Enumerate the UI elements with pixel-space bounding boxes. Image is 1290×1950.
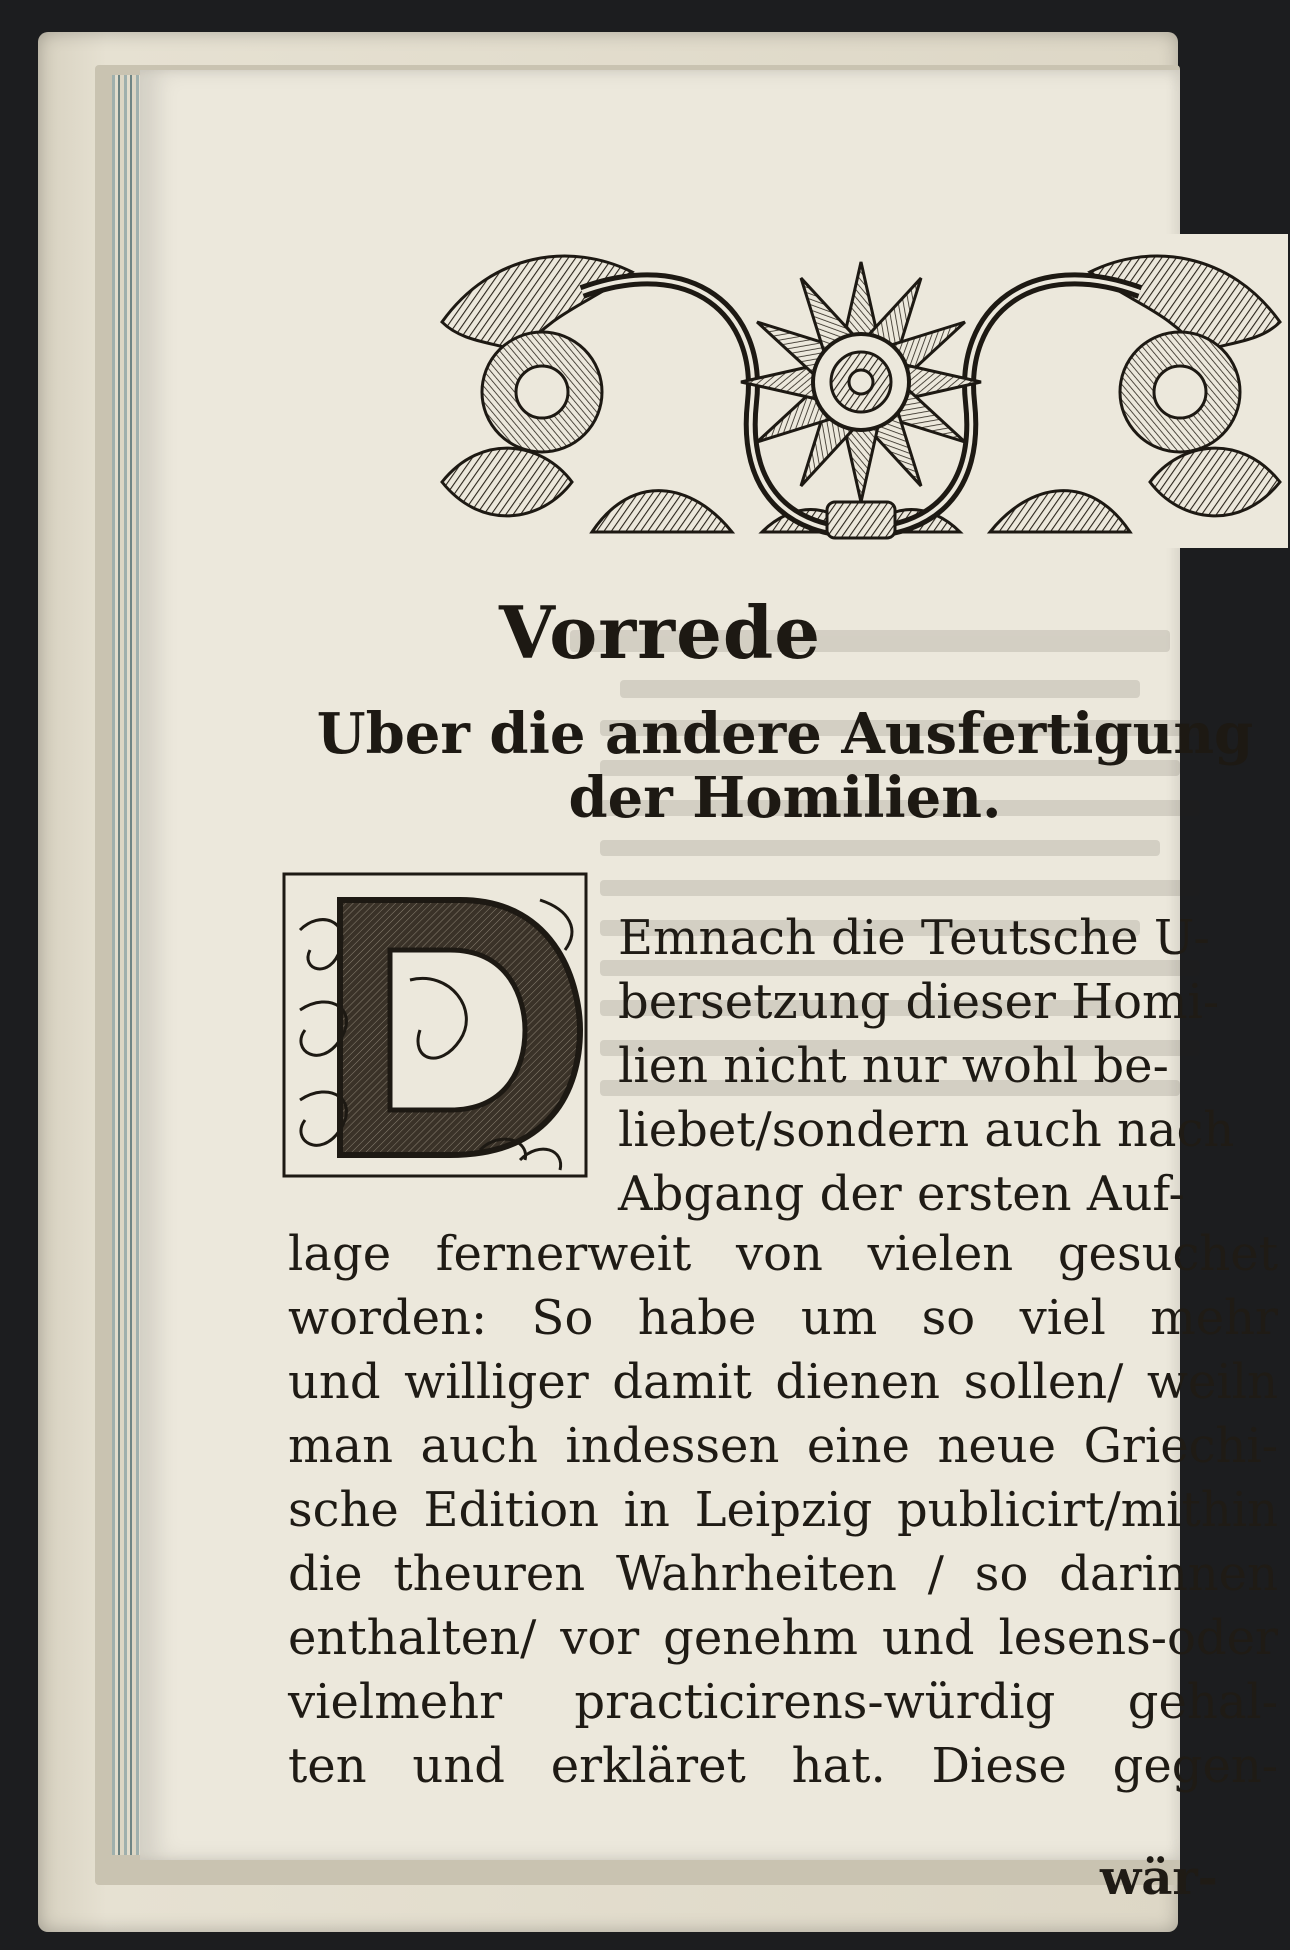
subtitle-line: der Homilien. [568, 765, 1002, 831]
text-line: sche Edition in Leipzig publicirt/mithin [288, 1482, 1278, 1538]
text-line: bersetzung dieser Homi- [618, 974, 1220, 1030]
text-line: worden: So habe um so viel mehr [288, 1290, 1278, 1346]
decorated-initial-icon [280, 870, 590, 1180]
text-line: die theuren Wahrheiten / so darinnen [288, 1546, 1278, 1602]
book-page [140, 70, 1278, 1906]
text-line: Abgang der ersten Auf- [618, 1166, 1185, 1222]
subtitle-line: Uber die andere Ausfertigung [316, 701, 1254, 767]
text-line: und williger damit dienen sollen/ weiln [288, 1354, 1278, 1410]
text-line: man auch indessen eine neue Griechi- [288, 1418, 1278, 1474]
text-line: vielmehr practicirens-würdig gehal- [288, 1674, 1278, 1730]
catchword: wär- [1100, 1850, 1218, 1906]
page-edges [112, 75, 142, 1855]
text-full-width [288, 1222, 1278, 1798]
page-title: Vorrede [498, 590, 822, 675]
text-line: lage fernerweit von vielen gesuchet [288, 1226, 1278, 1282]
text-line: enthalten/ vor genehm und lesens-oder [288, 1610, 1278, 1666]
text-line: ten und erkläret hat. Diese gegen- [288, 1738, 1278, 1794]
text-line: liebet/sondern auch nach [618, 1102, 1235, 1158]
text-line: Emnach die Teutsche U- [618, 910, 1210, 966]
text-line: lien nicht nur wohl be- [618, 1038, 1169, 1094]
page-content [140, 70, 1278, 1906]
page-subtitle [285, 695, 1285, 831]
text-beside-initial [618, 906, 1278, 1226]
